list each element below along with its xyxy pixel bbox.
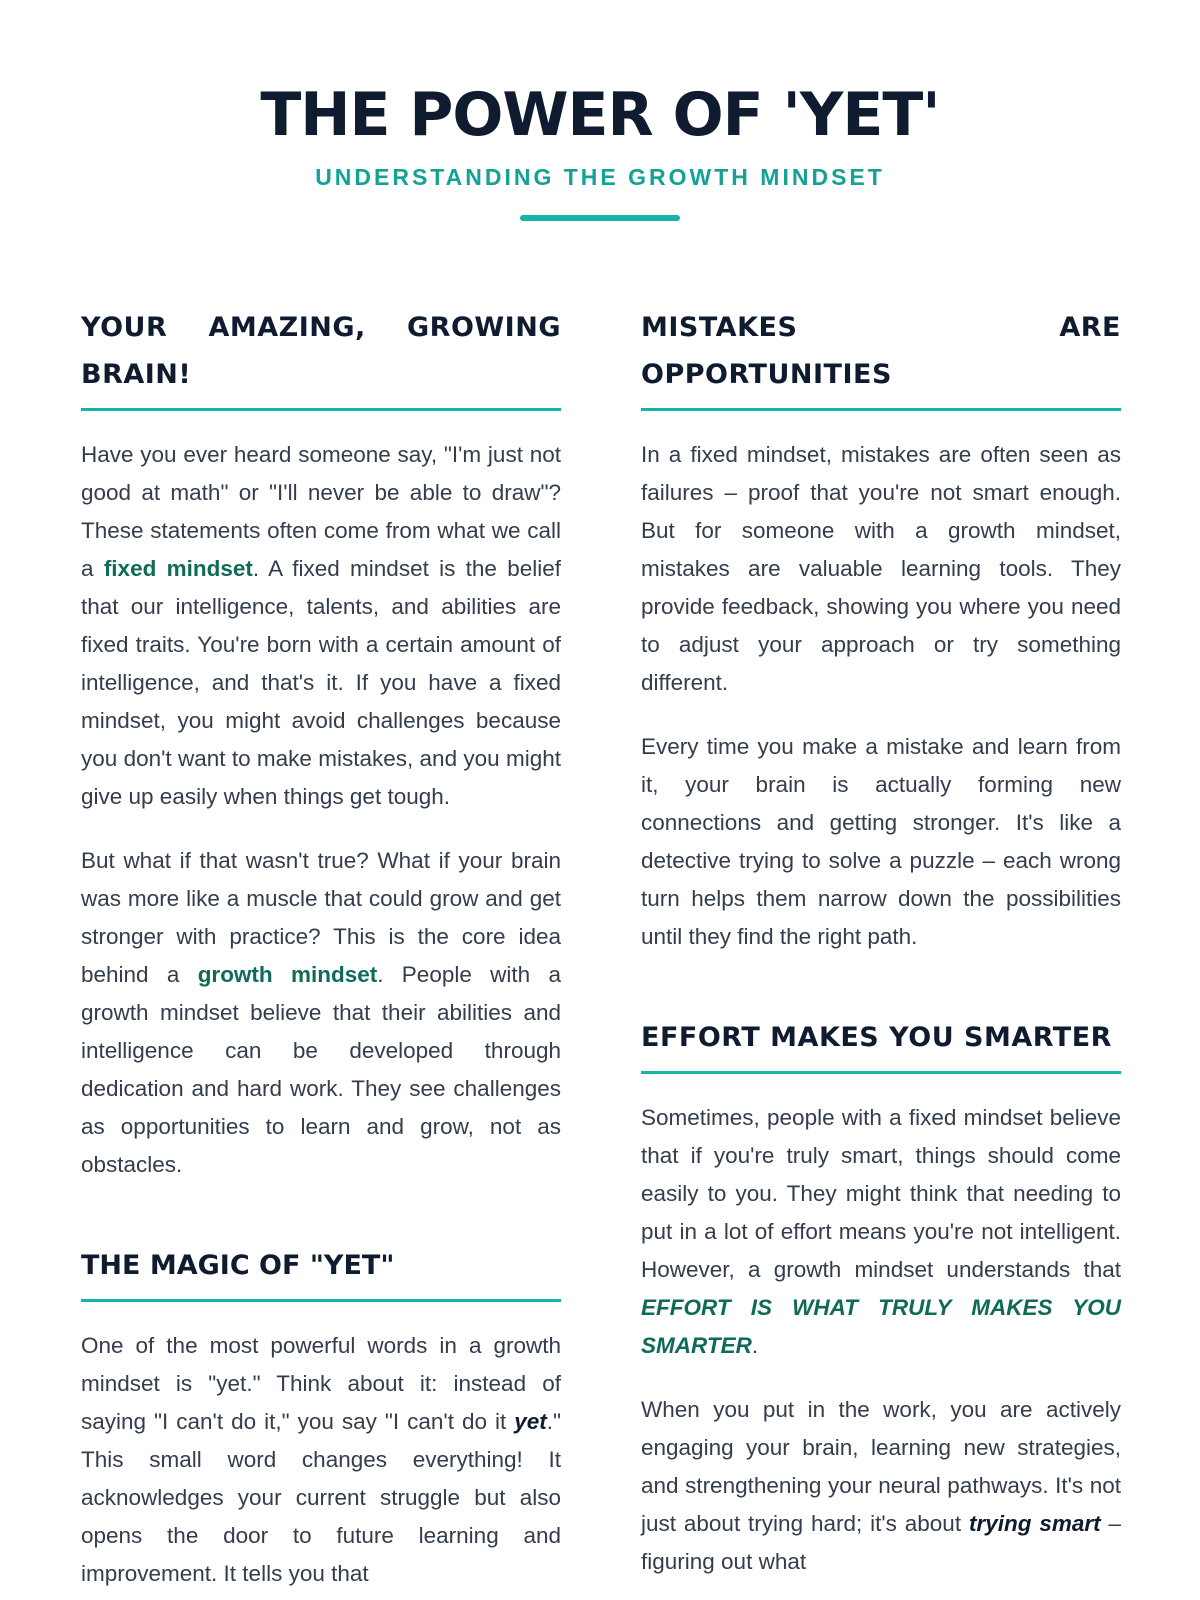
paragraph [81,436,561,816]
paragraph [641,1391,1121,1581]
paragraph: In a fixed mindset, mistakes are often seen as failures – proof that you're not smart enough. But for someone with a growth mindset, mistakes are valuable learning tools. They provide feedback, showing you where you need to adjust your approach or try something different. [641,442,1121,695]
page-title: THE POWER OF 'YET' [260,80,940,150]
text: When you put in the work, you are actively engaging your brain, learning new strategies, and strengthening your neural pathways. It's not just about trying hard; it's about [641,1397,1121,1536]
section-magic-of-yet [81,1242,561,1593]
emphasis-trying-smart: trying smart [968,1511,1101,1536]
paragraph [81,842,561,1184]
left-column [81,304,561,1593]
text: One of the most powerful words in a growth mindset is "yet." Think about it: instead of saying "I can't do it," you say "I can't do it [81,1333,561,1434]
section-growing-brain [81,304,561,1184]
text: . [751,1333,759,1358]
text: Have you ever heard someone say, "I'm just not good at math" or "I'll never be able to draw"? These statements often come from what we call a [81,442,561,581]
paragraph: Every time you make a mistake and learn from it, your brain is actually forming new connections and getting stronger. It's like a detective trying to solve a puzzle – each wrong turn helps them narrow down the possibilities until they find the right path. [641,734,1121,949]
section-heading: EFFORT MAKES YOU SMARTER [641,1014,1121,1074]
right-column [641,304,1121,1593]
section-heading: MISTAKES ARE OPPORTUNITIES [641,304,1121,411]
text: But what if that wasn't true? What if your brain was more like a muscle that could grow and get stronger with practice? This is the core idea behind a [81,848,561,987]
emphasis-effort: EFFORT IS WHAT TRULY MAKES YOU SMARTER [641,1295,1121,1358]
section-mistakes [641,304,1121,956]
text: Sometimes, people with a fixed mindset believe that if you're truly smart, things should come easily to you. They might think that needing to put in a lot of effort means you're not intelligent. However, a growth mindset understands that [641,1105,1121,1282]
text: ." This small word changes everything! It acknowledges your current struggle but also opens the door to future learning and improvement. It tells you that [81,1409,561,1586]
text: – figuring out what [641,1511,1121,1574]
title-divider [520,215,680,221]
page-subtitle: UNDERSTANDING THE GROWTH MINDSET [315,164,885,190]
emphasis-yet: yet [514,1409,547,1434]
section-effort [641,1014,1121,1581]
term-growth-mindset: growth mindset [197,962,378,987]
paragraph [81,1327,561,1593]
paragraph [641,1099,1121,1365]
section-heading: THE MAGIC OF "YET" [81,1242,561,1302]
section-heading: YOUR AMAZING, GROWING BRAIN! [81,304,561,411]
page-header [0,0,1200,221]
article-columns [81,304,1121,1593]
text: . People with a growth mindset believe that their abilities and intelligence can be developed through dedication and hard work. They see challenges as opportunities to learn and grow, not as obstacles. [81,962,561,1177]
term-fixed-mindset: fixed mindset [103,556,253,581]
text: . A fixed mindset is the belief that our intelligence, talents, and abilities are fixed traits. You're born with a certain amount of intelligence, and that's it. If you have a fixed mindset, you might avoid challenges because you don't want to make mistakes, and you might give up easily when things get tough. [81,556,562,809]
